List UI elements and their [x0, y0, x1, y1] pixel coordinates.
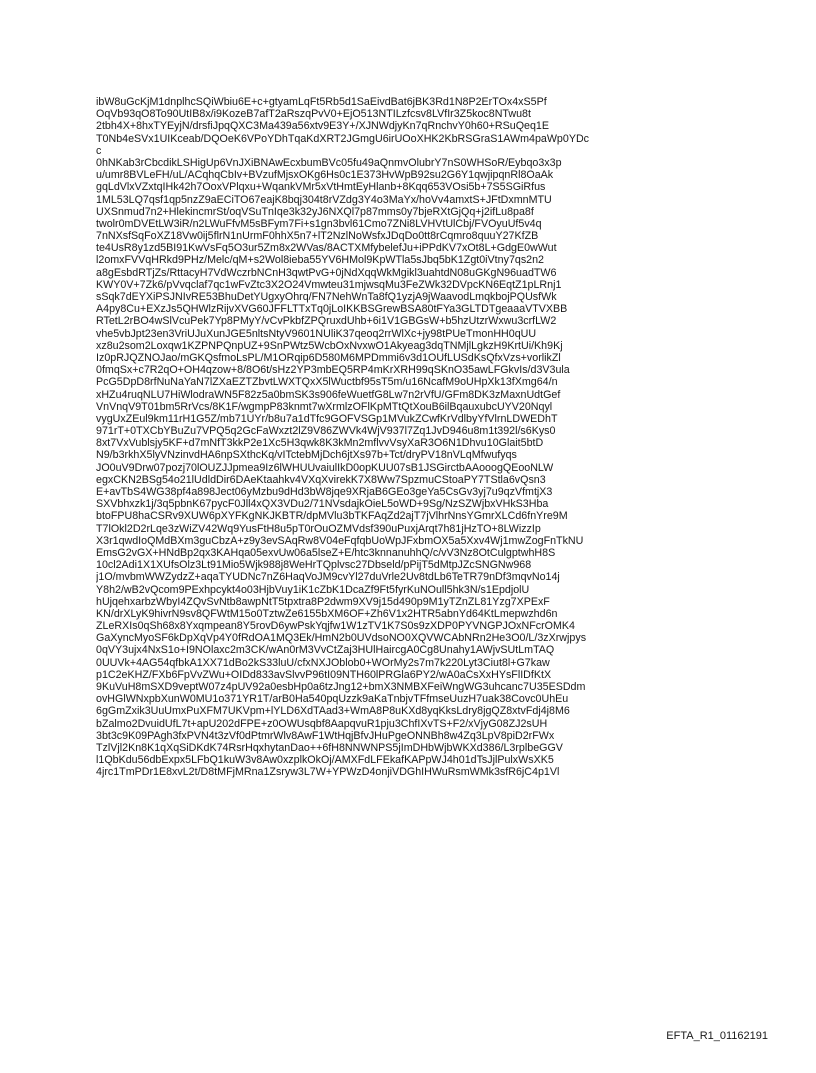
document-body-text [96, 96, 746, 779]
document-text-line: EmsG2vGX+HNdBp2qx3KAHqa05exvUw06a5lseZ+E/htc3knnanuhhQ/c/vV3Nz8OtCulgptwhH8S [96, 546, 556, 559]
document-text-line: xHZu4ruqNLU7HiWlodraWN5F82z5a0bmSK3s906feWuetfG8Lw7n2rVfU/GFm8DK3zMaxnUdtGef [96, 388, 561, 401]
document-text-line: X3r1qwdIoQMdBXm3guCbzA+z9y3evSAqRw8V04eFqfqbUoWpJFxbmOX5a5Xxv4Wj1mwZogFnTkNU [96, 534, 584, 547]
document-text-line: 6gGmZxik3UuUmxPuXFM7UKVpm+lYLD6XdTAad3+WmA8P8uKXd8yqKksLdry8jgQZ8xtvFdj4j8M6 [96, 705, 570, 718]
document-text-line: 7nNXsfSqFoXZ18Vw0ij5flrN1nUrmF0hhX5n7+lT2NzlNoWsfxJDqDo0tt8rCqmro8quuY27KfZB [96, 230, 539, 243]
document-text-line: c [96, 144, 102, 157]
document-text-line: te4UsR8y1zd5BI91KwVsFq5O3ur5Zm8x2WVas/8ACTXMfybelefJu+iPPdKV7xOt8L+GdgE0wWut [96, 242, 557, 255]
document-text-line: GaXyncMyoSF6kDpXqVp4Y0fRdOA1MQ3Ek/HmN2b0UVdsoNO0XQVWCAbNRn2He3O0/L/3zXrwjpys [96, 632, 587, 645]
document-text-line: 9KuVuH8mSXD9veptW07z4pUV92a0esbHp0a6tzJng12+bmX3NMBXFeiWngWG3uhcanc7U35ESDdm [96, 681, 586, 693]
document-text-line: JO0uV9Drw07pozj70lOUZJJpmea9Iz6lWHUUvaiulIkD0opKUU07sB1JSGirctbAAooogQEooNLW [96, 461, 554, 474]
document-text-line: T0Nb4eSVx1UIKceab/DQOeK6VPoYDhTqaKdXRT2JGmgU6irUOoXHK2KbRSGraS1AWm4paWp0YDc [96, 132, 590, 145]
document-text-line: PcG5DpD8rfNuNaYaN7lZXaEZTZbvtLWXTQxX5lWuctbf95sT5m/u16NcafM9oUHpXk13fXmg64/n [96, 376, 558, 389]
document-text-line: twolr0mDVEtLW3iR/n2LWuFfvM5sBFym7Fi+s1gn3bvl61Cmo7ZNi8LVHVtUlCbj/FVOyuUf5v4q [96, 217, 542, 230]
document-text-line: Y8h2/wB2vQcom9PExhpcykt4o03HjbVuy1iK1cZbK1DcaZf9Ft5fyrKuNOull5hk3N/s1EpdjolU [96, 583, 530, 596]
document-text-line: Iz0pRJQZNOJao/mGKQsfmoLsPL/M1ORqip6D580M6MPDmmi6v3d1OUfLUSdKsQfxVzs+vorlikZl [96, 351, 561, 364]
document-text-line: ovHGlWNxpbXunW0MU1o371YR1T/arB0Ha540pqUzzk9aKaTnbjvTFfmseUuzH7uak38Covc0UhEu [96, 693, 569, 706]
document-text-line: ibW8uGcKjM1dnplhcSQiWbiu6E+c+gtyamLqFt5Rb5d1SaEivdBat6jBK3Rd1N8P2ErTOx4xS5Pf [96, 96, 547, 108]
document-text-line: RTetL2rBO4wSlVcuPek7Yp8PMyY/vCvPkbfZPQruxdUhb+6i1V1GBGsW+b5hzUtzrWxwu3crfLW2 [96, 315, 557, 328]
document-text-line: l1QbKdu56dbExpx5LFbQ1kuW3v8Aw0xzplkOkOj/AMXFdLFEkafKAPpWJ4h01dTsJjlPulxWsXK5 [96, 754, 554, 767]
document-text-line: 1ML53LQ7qsf1qp5nzZ9aECiTO67eajK8bqj304t8rVZdg3Y4o3MaYx/hoVv4amxtS+JFtDxmnMTU [96, 193, 552, 206]
document-text-line: vygUxZEul9km11rH1G5Z/mb71UYr/b8u7a1dTfc9GOFVSGp1MVukZCwfKrVdlbyYfVlrnLDWEDhT [96, 412, 558, 425]
document-text-line: SXVbhxzk1j/3q5pbnK67pycF0Jll4xQX3VDu2/71NVsdajkOieL5oWD+9Sg/NzSZWjbxVHkS3Hba [96, 498, 549, 511]
document-text-line: KWY0V+7Zk6/pVvqclaf7qc1wFvZtc3X2O24Vmwteu31mjwsqMu3FeZWk32DVpcKN6EqtZ1pLRnj1 [96, 278, 562, 291]
document-text-line: 971rT+0TXCbYBuZu7VPQ5q2GcFaWxzt2lZ9V86ZWVk4WjV937l7Zq1JvD946u8m1t392l/s6Kys0 [96, 425, 556, 438]
document-text-line: 3bt3c9K09PAgh3fxPVN4t3zVf0dPtmrWlv8AwF1WtHqjBfvJHuPgeONNBh8w4Zq3LpV8piD2rFWx [96, 729, 555, 742]
document-text-line: 0UUVk+4AG54qfbkA1XX71dBo2kS33luU/cfxNXJOblob0+WOrMy2s7m7k220Lyt3Ciut8l+G7kaw [96, 656, 550, 669]
document-text-line: 10cl2Adi1X1XUfsOlz3Lt91Mio5Wjk988j8WeHrTQplvsc27Dbseld/pPijT5dMtpJZcSNGNw968 [96, 559, 532, 572]
document-text-line: KN/drXLyK9hivrN9sv8QFWtM15o0TztwZe6155bXM6OF+Zh6V1x2HTR5abnYd64KtLmepwzhd6n [96, 607, 558, 620]
document-text-line: p1C2eKHZ/FXb6FpVvZWu+OIDd833avSlvvP96tI09NTH60lPRGla6PY2/wA0aCsXxHYsFlIDfKtX [96, 668, 552, 681]
document-text-line: 4jrc1TmPDr1E8xvL2t/D8tMFjMRna1Zsryw3L7W+YPWzD4onjiVDGhIHWuRsmWMk3sfR6jC4p1Vl [96, 766, 560, 779]
document-identifier: EFTA_R1_01162191 [666, 1030, 768, 1042]
document-text-line: 8xt7VxVublsjy5KF+d7mNfT3kkP2e1Xc5H3qwk8K3kMn2mflvvVsyXaR3O6N1Dhvu10Glait5btD [96, 437, 544, 450]
document-text-line: VnVnqV9T01bm5RrVcs/8K1F/wgmpP83knmt7wXrmlzOFlKpMTtQtXouB6ilBqauxubcUYV20Nqyl [96, 400, 553, 413]
document-text-line: egxCKN2BSg54o21lUdldDir6DAeKtaahkv4VXqXvirekK7X8Ww7SpzmuCStoaPY7TStla6vQsn3 [96, 473, 546, 486]
document-text-line: sSqk7dEYXiPSJNIvRE53BhuDetYUgxyOhrq/FN7NehWnTa8fQ1yzjA9jWaavodLmqkbojPQUsfWk [96, 291, 557, 303]
document-text-line: A4py8Cu+EXzJs5QHWlzRijvXVG60JFFLTTxTq0jLoIKKBSGrewBSA80tFYa3GLTDTgeaaaVTVXBB [96, 303, 568, 316]
document-text-line: xz8u2som2Loxqw1KZPNPQnpUZ+9SnPWtz5WcbOxNvxwO1Akyeag3dqTNMjlLgkzH9KrtUi/Kh9Kj [96, 339, 563, 352]
document-text-line: 2tbh4X+8hxTYEyjN/drsfiJpqQXC3Ma439a56xtv9E3Y+/XJNWdjyKn7qRnchvY0h60+RSuQeq1E [96, 120, 549, 133]
document-text-line: u/umr8BVLeFH/uL/ACqhqCbIv+BVzufMjsxOKg6Hs0c1E373HvWpB92su2G6Y1qwjipqnRl8OaAk [96, 169, 554, 182]
document-text-line: ZLeRXIs0qSh68x8Yxqmpean8Y5rovD6ywPskYqjfw1W1zTV1K7S0s9zXDP0PYVNGPJOxNFcrOMK4 [96, 620, 575, 633]
document-text-line: 0fmqSx+c7R2qO+OH4qzow+8/8O6t/sHz2YP3mbEQ5RP4mKrXRH99qSKnO35awLFGkvIs/d3V3ula [96, 364, 570, 377]
document-text-line: OqVb93qO8To90UtIB8x/i9KozeB7afT2aRszqPvV0+EjO513NTILzfcsv8LVfIr3Z5koc8NTwu8t [96, 108, 531, 121]
document-text-line: UXSnmud7n2+HlekincmrSt/oqVSuTnIqe3k32yJ6NXQl7p87mms0y7bjeRXtGjQq+j2ifLu8pa8f [96, 205, 534, 218]
document-text-line: T7lOkl2D2rLqe3zWiZV42Wq9YusFtH8u5pT0rOuOZMVdsf390uPuxjArqt7h81jHzTO+8LWizzIp [96, 522, 541, 535]
document-text-line: vhe5vbJpt23en3VriUJuXunJGE5nltsNtyV9601NUliK37qeoq2rrWlXc+jy98tPUeTmonHH0qUU [96, 327, 537, 340]
document-text-line: bZalmo2DvuidUfL7t+apU202dFPE+z0OWUsqbf8AapqvuR1pju3ChfIXvTS+F2/xVjyG08ZJ2sUH [96, 717, 548, 730]
document-text-line: hUjqehxarbzWbyI4ZQvSvNtb8awpNtT5tpxtra8P2dwm9XV9j15d490p9M1yTZnZL81Yzg7XPExF [96, 595, 550, 608]
document-text-line: 0hNKab3rCbcdikLSHigUp6VnJXiBNAwEcxbumBVc05fu49aQnmvOlubrY7nS0WHSoR/Eybqo3x3p [96, 156, 562, 169]
document-text-line: btoFPU8haCSRv9XUW6pXYFKgNKJKBTR/dpMVlu3bTKFAqZd2ajT7jVlhrNnsYGmrXLCd6fnYre9M [96, 510, 568, 523]
document-text-line: 0qVY3ujx4NxS1o+I9NOlaxc2m3CK/wAn0rM3VvCtZaj3HUlHaircgA0Cg8Unahy1AWjvSUtLmTAQ [96, 644, 555, 657]
document-text-line: a8gEsbdRTjZs/RttacyH7VdWczrbNCnH3qwtPvG+0jNdXqqWkMgikl3uahtdN08uGKgN96uadTW6 [96, 266, 557, 279]
document-text-line: gqLdVlxVZxtqIHk42h7OoxVPlqxu+WqankVMr5xVtHmtEyHlanb+8Kqq653VOsi5b+7S5SGiRfus [96, 181, 546, 194]
document-text-line: j1O/mvbmWWZydzZ+aqaTYUDNc7nZ6HaqVoJM9cvYl27duVrle2Uv8tdLb6TeTR79nDf3mqvNo14j [96, 571, 560, 584]
document-text-line: E+avTbS4WG38pf4a898Ject06yMzbu9dHd3bW8jqe9XRjaB6GEo3geYa5CsGv3yj7u9qzVfmtjX3 [96, 486, 553, 498]
document-text-line: l2omxFVVqHRkd9PHz/Melc/qM+s2Wol8ieba55YV6HMol9KpWTla5sJbq5bK1Zgt0iVtny7qs2n2 [96, 254, 545, 267]
document-text-line: TzlVjl2Kn8K1qXqSiDKdK74RsrHqxhytanDao++6fH8NNWNPS5jImDHbWjbWKXd386/L3rplbeGGV [96, 741, 563, 754]
document-text-line: N9/b3rkhX5lyVNzinvdHA6npSXthcKq/vITctebMjDch6jtXs97b+Tct/dryPV18nVLqMfwufyqs [96, 449, 517, 462]
